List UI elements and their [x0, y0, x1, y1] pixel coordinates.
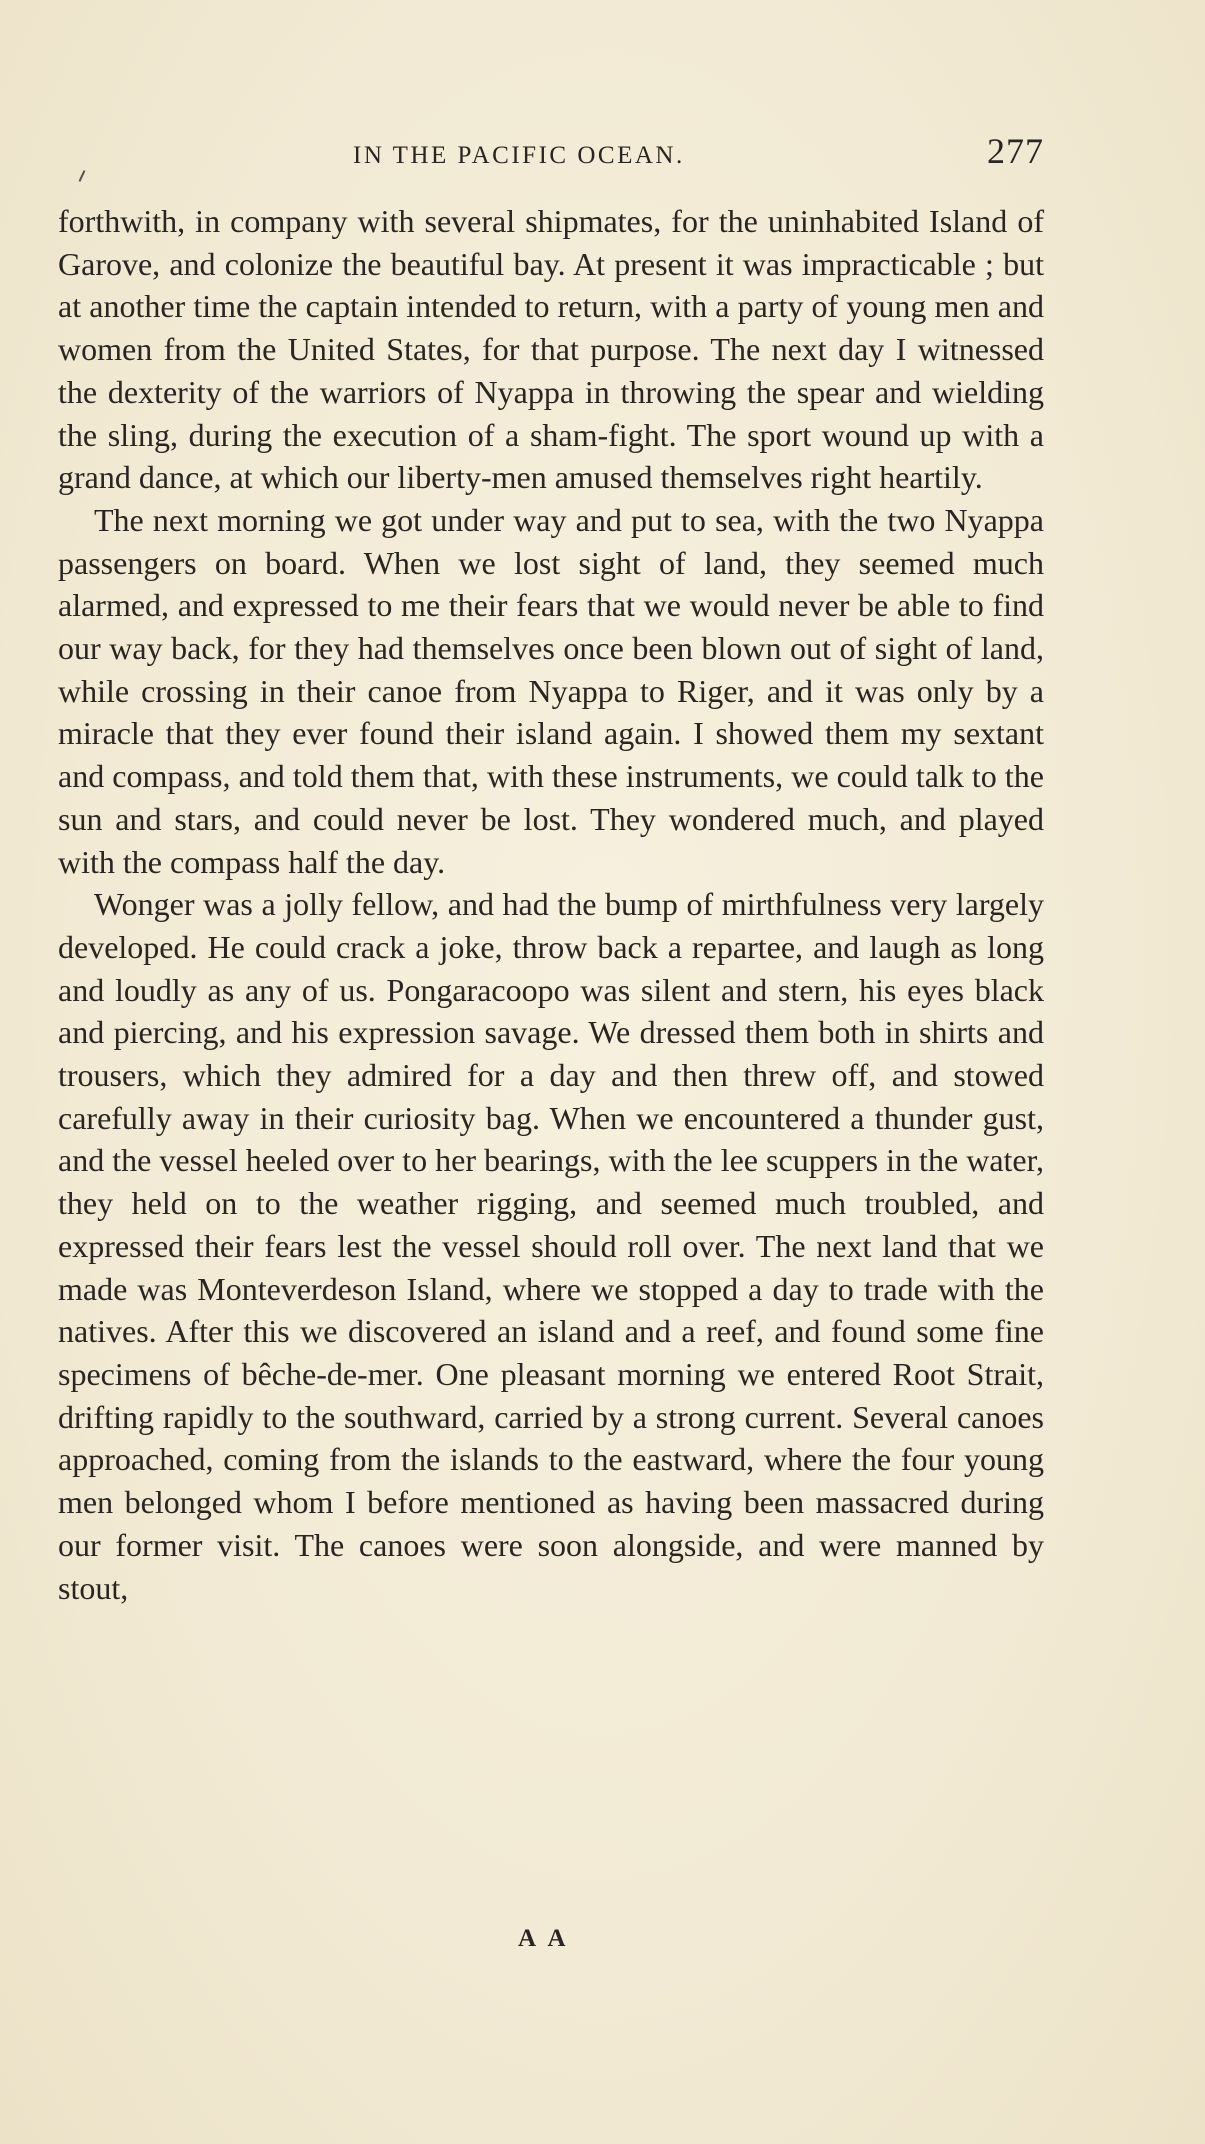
page-number: 277	[987, 131, 1044, 171]
paragraph: forthwith, in company with several shipmates, for the uninhabited Island of Garove, and colonize the beautiful bay. At present it was impracticable ; but at another time the captain intended to return, with a party of young men and women from the United States, for that purpose. The next day I witnessed the dexterity of the warriors of Nyappa in throwing the spear and wielding the sling, during the execution of a sham-fight. The sport wound up with a grand dance, at which our liberty-men amused themselves right heartily.	[58, 203, 1044, 496]
paragraph: The next morning we got under way and put to sea, with the two Nyappa passengers on board. When we lost sight of land, they seemed much alarmed, and expressed to me their fears that we would never be able to find our way back, for they had themselves once been blown out of sight of land, while crossing in their canoe from Nyappa to Riger, and it was only by a miracle that they ever found their island again. I showed them my sextant and compass, and told them that, with these instruments, we could talk to the sun and stars, and could never be lost. They wondered much, and played with the compass half the day.	[58, 501, 1044, 880]
body-text	[58, 200, 1044, 1609]
signature-mark: A A	[518, 1925, 570, 1952]
running-head	[58, 130, 1044, 180]
running-title: IN THE PACIFIC OCEAN.	[353, 142, 685, 169]
paragraph: Wonger was a jolly fellow, and had the bump of mirthfulness very largely developed. He could crack a joke, throw back a repartee, and laugh as long and loudly as any of us. Pongaracoopo was silent and stern, his eyes black and piercing, and his expression savage. We dressed them both in shirts and trousers, which they admired for a day and then threw off, and stowed carefully away in their curiosity bag. When we encountered a thunder gust, and the vessel heeled over to her bearings, with the lee scuppers in the water, they held on to the weather rigging, and seemed much troubled, and expressed their fears lest the vessel should roll over. The next land that we made was Monteverdeson Island, where we stopped a day to trade with the natives. After this we discovered an island and a reef, and found some fine specimens of bêche-de-mer. One pleasant morning we entered Root Strait, drifting rapidly to the southward, carried by a strong current. Several canoes approached, coming from the islands to the eastward, where the four young men belonged whom I before mentioned as having been massacred during our former visit. The canoes were soon alongside, and were manned by stout,	[58, 886, 1044, 1606]
